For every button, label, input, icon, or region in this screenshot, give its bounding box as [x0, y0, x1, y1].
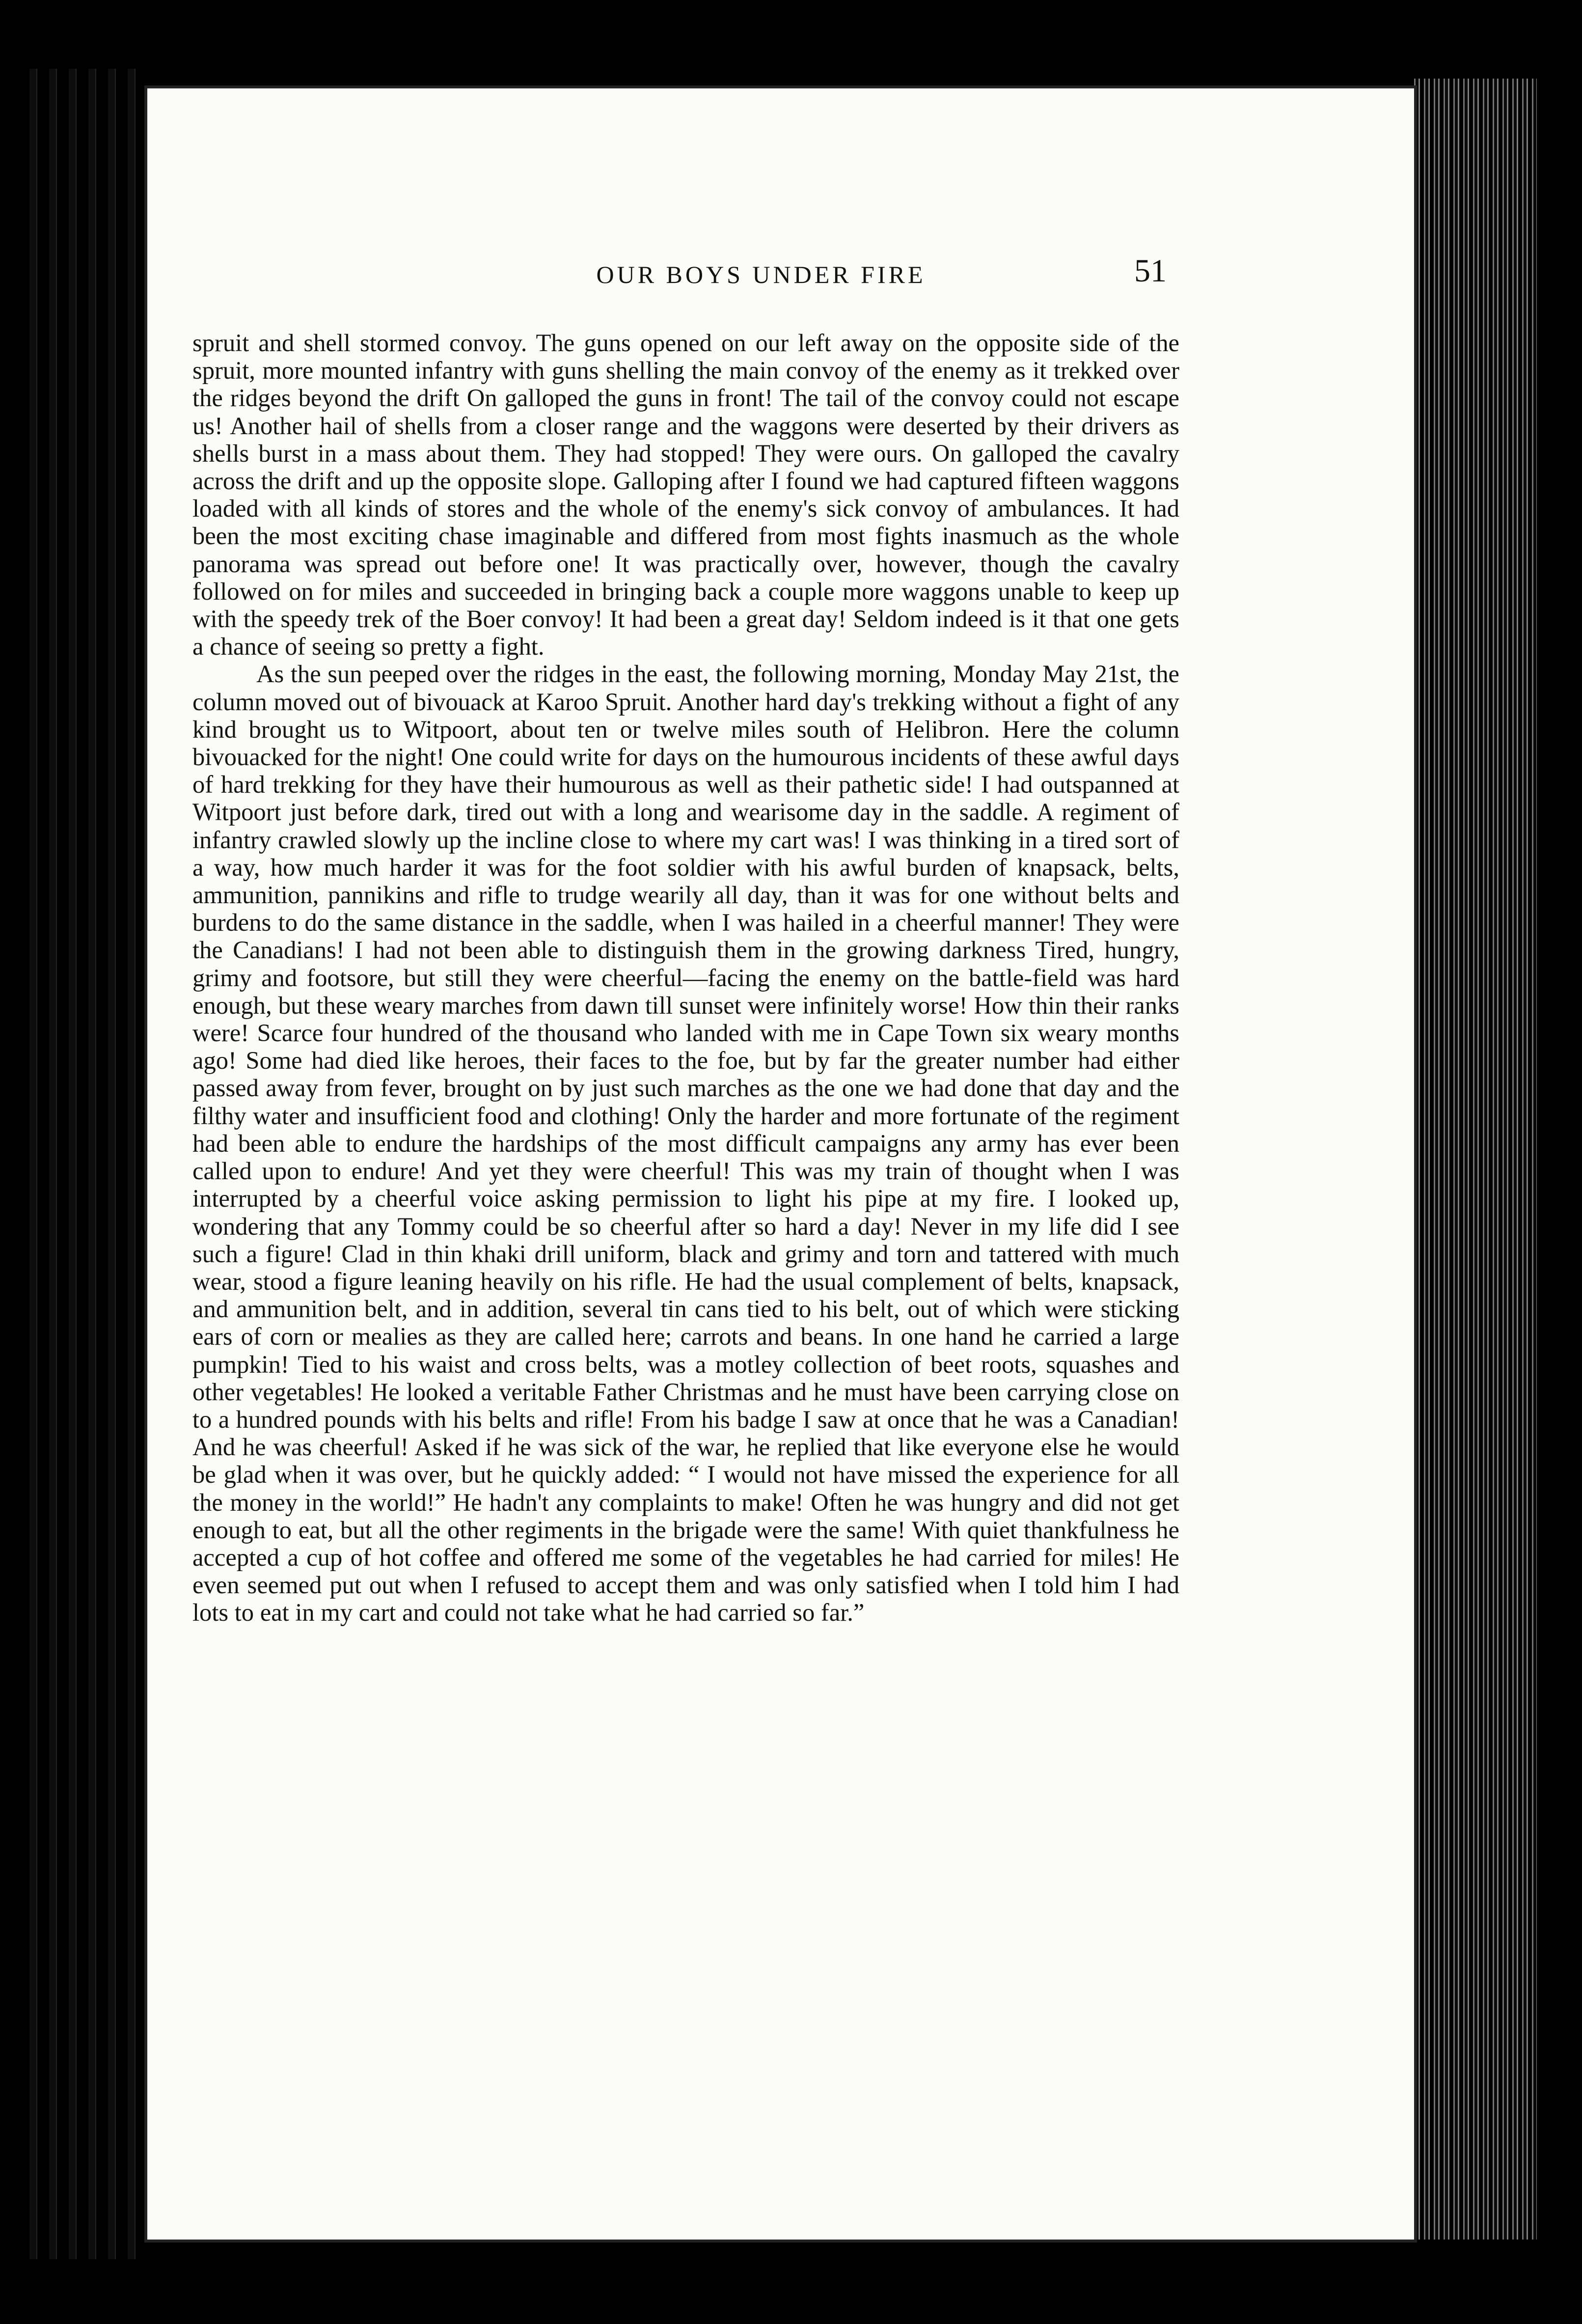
running-head: [147, 250, 1414, 304]
running-title: OUR BOYS UNDER FIRE: [596, 261, 926, 288]
binding-edge-left: [29, 69, 147, 2259]
paragraph-2: As the sun peeped over the ridges in the east, the following morning, Monday May 21st, the column moved out of bivouack at Karoo Spruit. Another hard day's trekking without a fight of any kind brought us to Witpoort, about ten or twelve miles south of Helibron. Here the column bivouacked for the night! One could write for days on the humourous incidents of these awful days of hard trekking for they have their humourous as well as their pathetic side! I had outspanned at Witpoort just before dark, tired out with a long and wearisome day in the saddle. A regiment of infantry crawled slowly up the incline close to where my cart was! I was thinking in a tired sort of a way, how much harder it was for the foot soldier with his awful burden of knapsack, belts, ammunition, pannikins and rifle to trudge wearily all day, than it was for one without belts and burdens to do the same distance in the saddle, when I was hailed in a cheerful manner! They were the Canadians! I had not been able to distinguish them in the growing darkness Tired, hungry, grimy and footsore, but still they were cheerful—facing the enemy on the battle-field was hard enough, but these weary marches from dawn till sunset were infinitely worse! How thin their ranks were! Scarce four hundred of the thousand who landed with me in Cape Town six weary months ago! Some had died like heroes, their faces to the foe, but by far the greater number had either passed away from fever, brought on by just such marches as the one we had done that day and the filthy water and insufficient food and clothing! Only the harder and more fortunate of the regiment had been able to endure the hardships of the most difficult campaigns any army has ever been called upon to endure! And yet they were cheerful! This was my train of thought when I was interrupted by a cheerful voice asking permission to light his pipe at my fire. I looked up, wondering that any Tommy could be so cheerful after so hard a day! Never in my life did I see such a figure! Clad in thin khaki drill uniform, black and grimy and torn and tattered with much wear, stood a figure leaning heavily on his rifle. He had the usual complement of belts, knapsack, and ammunition belt, and in addition, several tin cans tied to his belt, out of which were sticking ears of corn or mealies as they are called here; carrots and beans. In one hand he carried a large pumpkin! Tied to his waist and cross belts, was a motley collection of beet roots, squashes and other vegetables! He looked a veritable Father Christmas and he must have been carrying close on to a hundred pounds with his belts and rifle! From his badge I saw at once that he was a Canadian! And he was cheerful! Asked if he was sick of the war, he replied that like everyone else he would be glad when it was over, but he quickly added: “ I would not have missed the experience for all the money in the world!” He hadn't any complaints to make! Often he was hungry and did not get enough to eat, but all the other regiments in the brigade were the same! With quiet thankfulness he accepted a cup of hot coffee and offered me some of the vegetables he had carried for miles! He even seemed put out when I refused to accept them and was only satisfied when I told him I had lots to eat in my cart and could not take what he had carried so far.”: [192, 660, 1179, 1627]
page-number: 51: [1134, 253, 1167, 289]
paragraph-1: spruit and shell stormed convoy. The guns opened on our left away on the opposite side of the spruit, more mounted infantry with guns shelling the main convoy of the enemy as it trekked over the ridges beyond the drift On galloped the guns in front! The tail of the convoy could not escape us! Another hail of shells from a closer range and the waggons were deserted by their drivers as shells burst in a mass about them. They had stopped! They were ours. On galloped the cavalry across the drift and up the opposite slope. Galloping after I found we had captured fifteen waggons loaded with all kinds of stores and the whole of the enemy's sick convoy of ambulances. It had been the most exciting chase imaginable and differed from most fights inasmuch as the whole panorama was spread out before one! It was practically over, however, though the cavalry followed on for miles and succeeded in bringing back a couple more waggons unable to keep up with the speedy trek of the Boer convoy! It had been a great day! Seldom indeed is it that one gets a chance of seeing so pretty a fight.: [192, 329, 1179, 661]
page-stack-edge-right: [1414, 79, 1537, 2240]
body-text: [192, 329, 1179, 1627]
